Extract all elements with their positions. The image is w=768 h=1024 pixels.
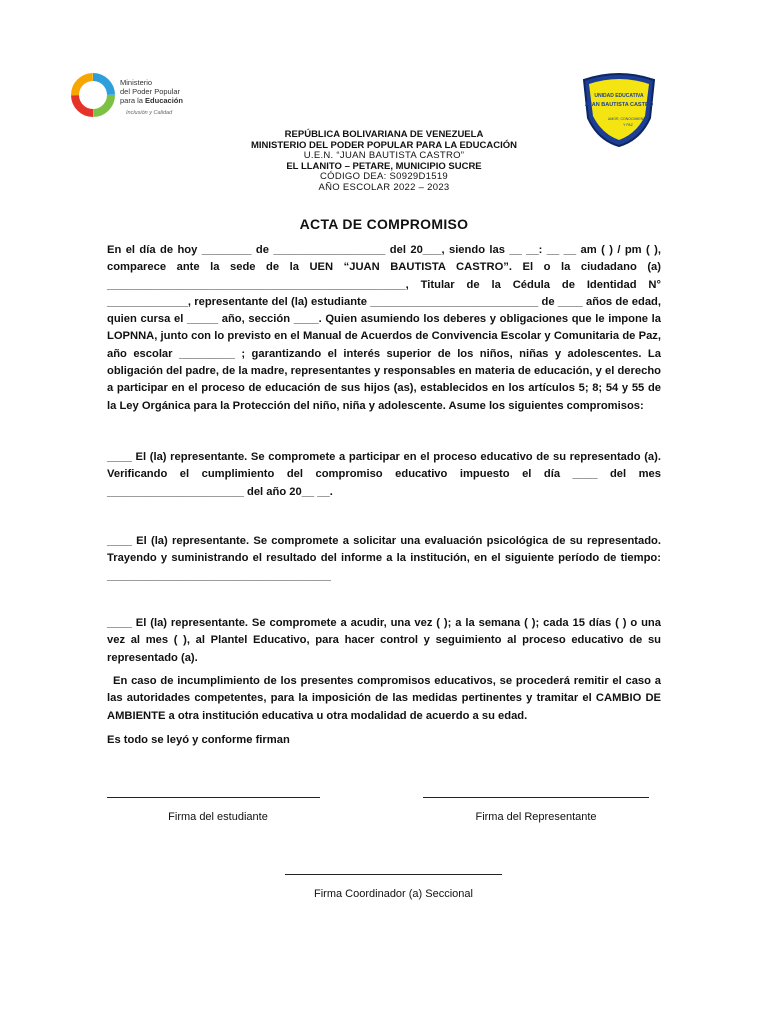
ministerio-logo: [70, 70, 210, 122]
header-line-school: U.E.N. “JUAN BAUTISTA CASTRO”: [303, 150, 465, 161]
commitment-psychological-evaluation: ____ El (la) representante. Se compromete a solicitar una evaluación psicológica de su representado. Trayendo y suministrando el resultado del informe a la institución, en el siguiente período de tiempo: ____________________________________: [107, 535, 661, 582]
shield-sub-text: AMOR, CONOCIMIENTO: [608, 117, 648, 121]
shield-sub-text-2: Y PAZ: [623, 123, 633, 127]
noncompliance-paragraph: En caso de incumplimiento de los presentes compromisos educativos, se procederá remitir el caso a las autoridades competentes, para la imposición de las medidas pertinentes y tramitar el CAMBIO DE AMBIENTE a otra institución educativa u otra modalidad de acuerdo a su edad.: [107, 675, 661, 722]
header-line-location: EL LLANITO – PETARE, MUNICIPIO SUCRE: [286, 160, 482, 172]
header-line-dea-code: CÓDIGO DEA: S0929D1519: [319, 171, 449, 182]
ministerio-logo-line: Ministerio: [120, 78, 153, 87]
ministerio-logo-line: para la: [120, 96, 143, 105]
ministerio-logo-line: Educación: [145, 96, 183, 105]
representative-signature-line: [423, 797, 649, 798]
coordinator-signature-line: [285, 874, 502, 875]
intro-paragraph: En el día de hoy ________ de __________________ del 20___, siendo las __ __: __ __ am ( ) / pm ( ), comparece ante la sede de la UEN “JUAN BAUTISTA CASTRO”. El o la ciudadano (a) ________________________________________________, Titular de la Cédula de Identidad N° _____________, representante del (la) estudiante ___________________________ de ____ años de edad, quien cursa el _____ año, sección ____. Quien asumiendo los deberes y obligaciones que le impone la LOPNNA, junto con lo previsto en el Manual de Acuerdos de Convivencia Escolar y Comunitaria de Paz, año escolar _________ ; garantizando el interés superior de los niños, niñas y adolescentes. La obligación del padre, de la madre, representantes y responsables en materia de educación, y el derecho a participar en el proceso de educación de sus hijos (as), establecidos en los artículos 5; 8; 54 y 55 de la Ley Orgánica para la Protección del niño, niña y adolescente. Asume los siguientes compromisos:: [107, 244, 661, 412]
closing-statement: Es todo se leyó y conforme firman: [107, 734, 290, 746]
ministerio-logo-text: [120, 78, 183, 105]
document-title: ACTA DE COMPROMISO: [299, 216, 469, 232]
ministerio-logo-line: del Poder Popular: [120, 87, 181, 96]
header-line-republic: REPÚBLICA BOLIVARIANA DE VENEZUELA: [284, 129, 484, 140]
commitment-visits: ____ El (la) representante. Se compromete a acudir, una vez ( ); a la semana ( ); cada 15 días ( ) o una vez al mes ( ), al Plantel Educativo, para hacer control y seguimiento al proceso educativo de su representado (a).: [107, 617, 661, 664]
representative-signature-label: Firma del Representante: [475, 811, 597, 823]
shield-school-name: JUAN BAUTISTA CASTRO: [584, 102, 654, 108]
shield-top-text: UNIDAD EDUCATIVA: [594, 93, 644, 99]
student-signature-label: Firma del estudiante: [168, 811, 268, 823]
header-line-school-year: AÑO ESCOLAR 2022 – 2023: [318, 181, 450, 193]
ministerio-tagline: Inclusión y Calidad: [126, 110, 173, 116]
ministerio-emblem-icon: [70, 72, 116, 118]
student-signature-line: [107, 797, 320, 798]
commitment-participation: ____ El (la) representante. Se compromete a participar en el proceso educativo de su representado (a). Verificando el cumplimiento del compromiso educativo impuesto el día ____ del mes ______________________ del año 20__ __.: [107, 451, 661, 498]
coordinator-signature-label: Firma Coordinador (a) Seccional: [314, 888, 473, 900]
document-header: [0, 130, 768, 193]
header-line-ministry: MINISTERIO DEL PODER POPULAR PARA LA EDUCACIÓN: [250, 139, 517, 151]
